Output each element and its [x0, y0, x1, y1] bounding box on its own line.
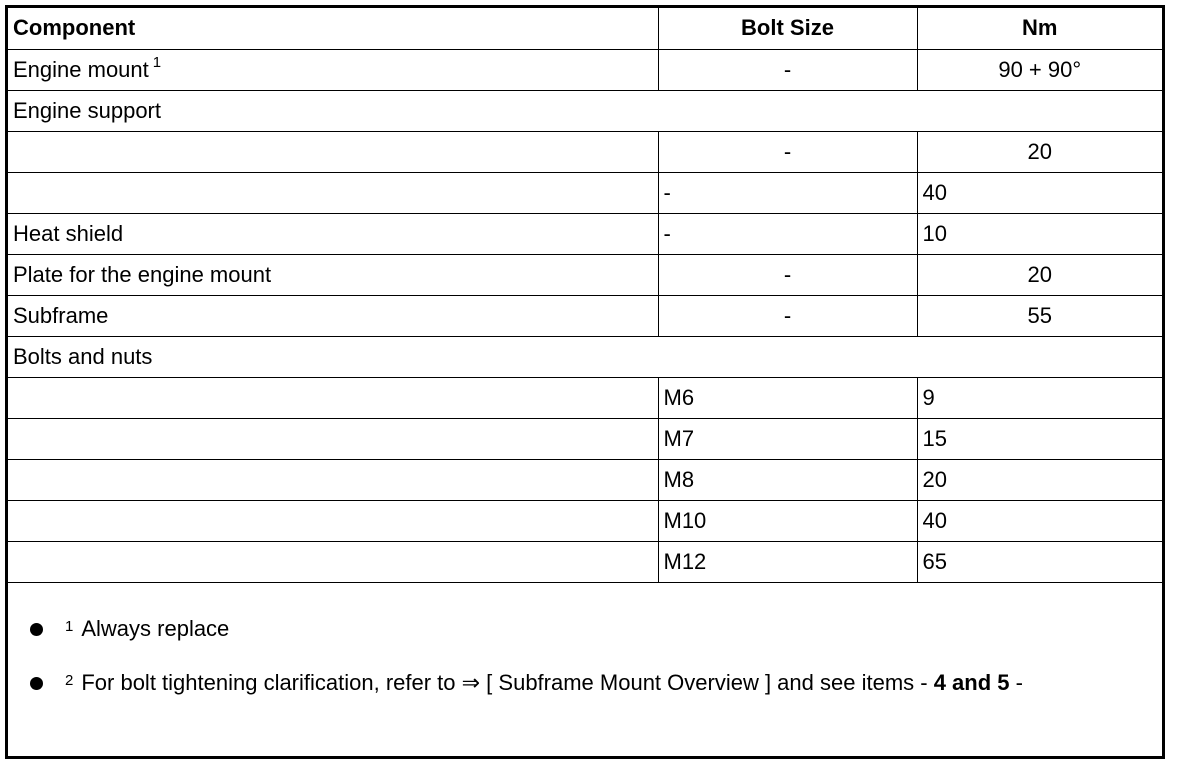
footnote-1	[30, 616, 229, 642]
cell-nm: 9	[917, 377, 1162, 418]
component-label: Plate for the engine mount	[13, 261, 272, 287]
table-row	[8, 295, 1162, 336]
cell-bolt-size: -	[658, 49, 917, 90]
cell-bolt-size: M7	[658, 418, 917, 459]
component-label: Engine mount	[13, 56, 149, 82]
cell-component	[8, 254, 658, 295]
torque-spec-document	[5, 5, 1165, 759]
cell-component	[8, 131, 658, 172]
torque-spec-table	[8, 8, 1162, 583]
table-body	[8, 49, 1162, 582]
footnote-2	[30, 670, 1023, 696]
bullet-icon	[30, 623, 43, 636]
cell-bolt-size: -	[658, 295, 917, 336]
cell-nm: 10	[917, 213, 1162, 254]
cell-bolt-size: -	[658, 254, 917, 295]
header-bolt-size: Bolt Size	[658, 8, 917, 49]
cell-bolt-size: -	[658, 213, 917, 254]
footnote-1-text: Always replace	[81, 616, 230, 641]
component-label: Subframe	[13, 302, 109, 328]
cell-component	[8, 377, 658, 418]
cell-component	[8, 90, 1162, 131]
cell-nm: 15	[917, 418, 1162, 459]
header-nm: Nm	[917, 8, 1162, 49]
table-row	[8, 541, 1162, 582]
table-header-row	[8, 8, 1162, 49]
component-label: Heat shield	[13, 220, 124, 246]
table-row	[8, 254, 1162, 295]
cell-nm: 20	[917, 131, 1162, 172]
cell-component	[8, 541, 658, 582]
table-row	[8, 500, 1162, 541]
cell-nm: 20	[917, 254, 1162, 295]
footnote-2-marker: 2	[65, 671, 74, 689]
table-row	[8, 90, 1162, 131]
cell-component	[8, 295, 658, 336]
table-row	[8, 49, 1162, 90]
cell-nm: 55	[917, 295, 1162, 336]
footnote-2-text-end: -	[1009, 670, 1023, 695]
cell-bolt-size: -	[658, 172, 917, 213]
cell-component	[8, 459, 658, 500]
cell-bolt-size: M12	[658, 541, 917, 582]
cell-nm: 20	[917, 459, 1162, 500]
table-row	[8, 131, 1162, 172]
cell-nm: 65	[917, 541, 1162, 582]
table-row	[8, 418, 1162, 459]
table-row	[8, 213, 1162, 254]
table-row	[8, 336, 1162, 377]
bullet-icon	[30, 677, 43, 690]
table-row	[8, 172, 1162, 213]
table-row	[8, 377, 1162, 418]
component-label: Bolts and nuts	[13, 343, 153, 369]
cell-nm: 40	[917, 500, 1162, 541]
cell-bolt-size: M10	[658, 500, 917, 541]
cell-component	[8, 500, 658, 541]
table-row	[8, 459, 1162, 500]
cell-nm: 90 + 90°	[917, 49, 1162, 90]
cell-component	[8, 336, 1162, 377]
cell-component	[8, 418, 658, 459]
footnote-1-marker: 1	[65, 617, 74, 635]
footnote-2-text: For bolt tightening clarification, refer to ⇒ [ Subframe Mount Overview ] and see items -	[81, 670, 934, 695]
cell-component	[8, 213, 658, 254]
cell-bolt-size: -	[658, 131, 917, 172]
cell-nm: 40	[917, 172, 1162, 213]
header-component: Component	[8, 8, 658, 49]
footnote-2-items: 4 and 5	[933, 670, 1010, 695]
footnote-marker: 1	[152, 53, 162, 71]
cell-component	[8, 49, 658, 90]
component-label: Engine support	[13, 97, 161, 123]
cell-bolt-size: M8	[658, 459, 917, 500]
cell-component	[8, 172, 658, 213]
cell-bolt-size: M6	[658, 377, 917, 418]
